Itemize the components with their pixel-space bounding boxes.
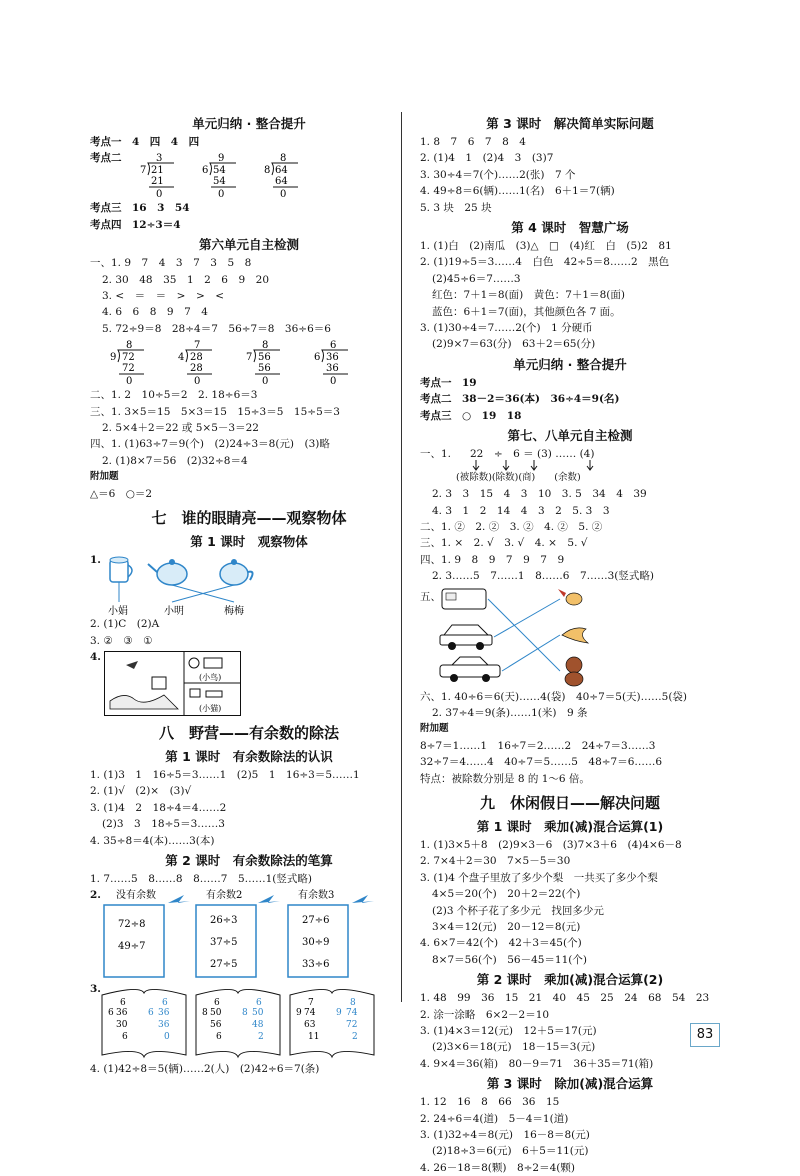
answer-line: 考点三 16 3 54 (90, 202, 190, 215)
answer-line: 特点：被除数分别是 8 的 1～6 倍。 (420, 772, 590, 785)
answer-line: 一、1. 9 7 4 3 7 3 5 8 (90, 257, 252, 270)
answer-line: 2. 3……5 7……1 8……6 7……3(竖式略) (432, 570, 654, 583)
answer-line: 1. (1)3 1 16÷5＝3……1 (2)5 1 16÷3＝5……1 (90, 768, 360, 781)
answer-line: 3. (1)4 2 18÷4＝4……2 (90, 801, 227, 814)
product: 48 (252, 1020, 264, 1031)
teapot-matching (100, 552, 300, 616)
page-number: 83 (690, 1023, 720, 1047)
vehicle-matching (438, 585, 618, 689)
group-box (104, 888, 190, 977)
remainder: 0 (280, 189, 287, 201)
house-icon (152, 677, 166, 689)
answer-line: 1. (1)白 (2)南瓜 (3)△ □ (4)红 白 (5)2 81 (420, 240, 672, 253)
divisor: 9 (110, 352, 117, 364)
long-division-set (130, 150, 370, 200)
lesson-title: 第 2 课时 有余数除法的笔算 (165, 852, 333, 868)
long-division (202, 153, 236, 200)
answer-line: 32÷7＝4……4 40÷7＝5……5 48÷7＝6……6 (420, 756, 663, 769)
dividend: 64 (275, 165, 288, 177)
swallow-icon (562, 627, 588, 642)
group-item: 27÷6 (302, 915, 330, 927)
answer-line: 考点二 38－2＝36(本) 36÷4＝9(名) (420, 393, 620, 406)
section-title: 单元归纳 · 整合提升 (192, 116, 306, 131)
arrow-down-icon (531, 460, 537, 470)
answer-line: (2)3 个杯子花了多少元 找回多少元 (432, 904, 604, 917)
teapot-icon (220, 559, 253, 585)
dividend: 50 (252, 1008, 264, 1019)
answer-line: 红色：7＋1＝8(面) 黄色：7＋1＝8(面) (432, 289, 625, 302)
unit-title: 九 休闲假日——解决问题 (479, 793, 660, 812)
answer-line: (2)18÷3＝6(元) 6＋5＝11(元) (432, 1145, 589, 1158)
quotient: 8 (350, 998, 356, 1009)
product: 72 (122, 363, 135, 375)
divisor: 4 (178, 352, 185, 364)
unit-title: 七 谁的眼睛亮——观察物体 (151, 509, 347, 528)
quotient: 6 (256, 998, 262, 1009)
teapot-icon (148, 559, 187, 585)
divisor: 9 (336, 1008, 342, 1019)
quotient: 8 (280, 153, 287, 165)
product: 63 (304, 1020, 316, 1031)
dividend: 36 (116, 1008, 128, 1019)
long-division-set (90, 337, 390, 387)
view-label: (小鸟) (199, 672, 222, 682)
remainder: 0 (126, 376, 133, 388)
bonus-label: 附加题 (90, 471, 119, 483)
column-divider (401, 112, 402, 1002)
dividend: 74 (304, 1008, 316, 1019)
long-division (264, 153, 298, 200)
product: 21 (151, 176, 164, 188)
arrow-down-icon (587, 460, 593, 470)
section-title: 第六单元自主检测 (198, 237, 299, 253)
long-division (178, 340, 212, 387)
remainder: 0 (194, 376, 201, 388)
lesson-title: 第 3 课时 除加(减)混合运算 (486, 1076, 654, 1092)
divisor: 6 (202, 165, 209, 177)
answer-line: 3. (1)30÷4＝7……2(个) 1 分硬币 (420, 322, 593, 335)
car-icon (440, 625, 492, 650)
long-division (314, 340, 348, 387)
remainder: 2 (258, 1032, 264, 1043)
answer-line: 4. 6×7＝42(个) 42＋3＝45(个) (420, 937, 582, 950)
answer-line: 8÷7＝1……1 16÷7＝2……2 24÷7＝3……3 (420, 739, 656, 752)
book (102, 990, 186, 1058)
product: 36 (326, 363, 339, 375)
answer-line: 2. 5×4＋2＝22 或 5×5－3＝22 (102, 422, 259, 435)
product: 54 (213, 176, 226, 188)
divisor: 6 (108, 1008, 114, 1019)
quotient: 6 (120, 998, 126, 1009)
divisor: 9 (296, 1008, 302, 1019)
dividend: 28 (190, 352, 203, 364)
answer-line: 三、1. × 2. √ 3. √ 4. × 5. √ (420, 537, 588, 550)
division-labels (420, 446, 720, 486)
dividend: 21 (151, 165, 164, 177)
quotient: 9 (218, 153, 225, 165)
answer-line: 2. (1)C (2)A (90, 618, 160, 631)
lesson-title: 第 3 课时 解决简单实际问题 (486, 116, 654, 131)
answer-line: 3. 30÷4＝7(个)……2(张) 7 个 (420, 168, 576, 181)
answer-line: 5. 3 块 25 块 (420, 201, 492, 214)
group-item: 33÷6 (302, 959, 330, 971)
car-icon (440, 657, 500, 682)
answer-line: 1. 48 99 36 15 21 40 45 25 24 68 54 23 (420, 992, 710, 1005)
answer-line: 六、1. 40÷6＝6(天)……4(袋) 40÷7＝5(天)……5(袋) (420, 690, 688, 703)
bonus-label: 附加题 (420, 723, 449, 735)
equation-labels: (被除数)(除数)(商) (余数) (456, 472, 581, 484)
divisor: 8 (242, 1008, 248, 1019)
question-number: 4. (90, 650, 101, 663)
question-number: 3. (90, 983, 101, 996)
lesson-title: 第 2 课时 乘加(减)混合运算(2) (476, 972, 664, 988)
dividend: 72 (122, 352, 135, 364)
book (196, 990, 280, 1058)
answer-line: 2. (1)√ (2)× (3)√ (90, 785, 192, 798)
group-item: 26÷3 (210, 915, 238, 927)
dividend: 74 (346, 1008, 358, 1019)
answer-line: (2)3×6＝18(元) 18－15＝3(元) (432, 1041, 596, 1054)
monkey-icon (565, 657, 583, 686)
quotient: 6 (214, 998, 220, 1009)
answer-line: 4×5＝20(个) 20＋2＝22(个) (432, 888, 581, 901)
answer-line: 2. 37÷4＝9(条)……1(米) 9 条 (432, 706, 588, 719)
divisor: 8 (264, 165, 271, 177)
answer-line: 考点一 4 四 4 四 (90, 136, 200, 148)
answer-line: 考点一 19 (420, 376, 477, 389)
answer-line: (2)45÷6＝7……3 (432, 272, 521, 285)
answer-line: 3. ② ③ ① (90, 634, 153, 647)
remainder: 2 (352, 1032, 358, 1043)
answer-line: 2. 24÷6＝4(道) 5－4＝1(道) (420, 1112, 569, 1125)
section-title: 单元归纳 · 整合提升 (513, 356, 627, 372)
group-title: 有余数2 (206, 890, 243, 902)
bird-icon (352, 895, 374, 903)
equation: 22 ÷ 6 ＝ (3) …… (4) (470, 448, 595, 461)
answer-line: 蓝色：6＋1＝7(面)，其他颜色各 7 面。 (432, 305, 621, 318)
lesson-title: 第 1 课时 有余数除法的认识 (165, 748, 333, 764)
group-item: 30÷9 (302, 937, 330, 949)
answer-line: 2. 涂一涂略 6×2－2＝10 (420, 1008, 550, 1021)
bird-icon (558, 589, 582, 605)
answer-line: 4. 9×4＝36(箱) 80－9＝71 36＋35＝71(箱) (420, 1057, 654, 1070)
answer-line: 1. (1)3×5＋8 (2)9×3－6 (3)7×3＋6 (4)4×6－8 (420, 838, 682, 851)
quotient: 8 (126, 340, 133, 352)
arrow-down-icon (473, 460, 479, 470)
group-item: 72÷8 (118, 919, 146, 931)
answer-line: 2. (1)8×7＝56 (2)32÷8＝4 (102, 454, 248, 467)
answer-line: 二、1. 2 10÷5＝2 2. 18÷6＝3 (90, 389, 258, 402)
answer-line: 4. 26－18＝8(颗) 8÷2＝4(颗) (420, 1161, 575, 1174)
observe-figure: 1. 小娟 小明 梅梅 (90, 552, 408, 616)
answer-line: 4. 6 6 8 9 7 4 (102, 306, 208, 319)
book (290, 990, 374, 1058)
answer-line: 5. 72÷9＝8 28÷4＝7 56÷7＝8 36÷6＝6 (102, 322, 331, 335)
view-label: (小猫) (199, 703, 222, 713)
remainder: 0 (218, 189, 225, 201)
lesson-title: 第 1 课时 观察物体 (190, 534, 308, 550)
quotient: 3 (156, 153, 163, 165)
product: 30 (116, 1020, 128, 1031)
quotient: 7 (194, 340, 201, 352)
answer-line: 2. 30 48 35 1 2 6 9 20 (102, 273, 270, 286)
answer-line: 2. 3 3 15 4 3 10 3. 5 34 4 39 (432, 488, 647, 501)
answer-line: 考点三 ○ 19 18 (420, 409, 522, 422)
label: 考点二 (90, 152, 122, 165)
lesson-title: 第 1 课时 乘加(减)混合运算(1) (476, 818, 664, 834)
answer-line: 三、1. 3×5＝15 5×3＝15 15÷3＝5 15÷5＝3 (90, 405, 340, 418)
answer-line: 2. 7×4＋2＝30 7×5－5＝30 (420, 855, 571, 868)
answer-line: 1. 12 16 8 66 36 15 (420, 1096, 560, 1109)
answer-line: 2. (1)4 1 (2)4 3 (3)7 (420, 152, 554, 165)
long-division (110, 340, 144, 387)
dividend: 36 (158, 1008, 170, 1019)
remainder: 11 (308, 1032, 320, 1043)
product: 56 (258, 363, 271, 375)
question-number: 五、 (420, 590, 441, 603)
answer-line: 二、1. ② 2. ② 3. ② 4. ② 5. ② (420, 520, 603, 533)
remainder: 0 (262, 376, 269, 388)
answer-line: 1. 8 7 6 7 8 4 (420, 136, 526, 148)
cup-icon (110, 557, 132, 582)
remainder: 6 (216, 1032, 222, 1043)
question-number: 2. (90, 889, 101, 902)
groups-svg (102, 887, 392, 981)
answer-line: 4. (1)42÷8＝5(辆)……2(人) (2)42÷6＝7(条) (90, 1063, 320, 1076)
lesson-title: 第 4 课时 智慧广场 (511, 220, 629, 236)
answer-line: 3. (1)32÷4＝8(元) 16－8＝8(元) (420, 1129, 590, 1142)
answer-line: 3. < ＝ ＝ > > < (102, 290, 225, 303)
quotient: 8 (262, 340, 269, 352)
answer-line: 四、1. 9 8 9 7 9 7 9 (420, 553, 565, 566)
answer-line: 2. (1)19÷5＝3……4 白色 42÷5＝8……2 黑色 (420, 256, 670, 269)
answer-line: 1. 7……5 8……8 8……7 5……1(竖式略) (90, 872, 312, 885)
bird-icon (168, 895, 190, 903)
remainder-groups (90, 887, 408, 981)
bus-icon (442, 589, 486, 609)
bird-icon (258, 895, 280, 903)
product: 72 (346, 1020, 358, 1031)
name-label: 小娟 (108, 606, 128, 617)
divisor: 8 (202, 1008, 208, 1019)
name-label: 梅梅 (224, 606, 244, 617)
unit-title: 八 野营——有余数的除法 (158, 723, 339, 742)
answer-line: 3×4＝12(元) 20－12＝8(元) (432, 921, 581, 933)
quotient: 7 (308, 998, 314, 1009)
product: 64 (275, 176, 288, 188)
quotient: 6 (330, 340, 337, 352)
divisor: 6 (148, 1008, 154, 1019)
scene-box (104, 651, 244, 717)
dividend: 56 (258, 352, 271, 364)
divisor: 7 (246, 352, 253, 364)
matching-figure (420, 585, 720, 689)
product: 36 (158, 1020, 170, 1031)
books-svg (100, 981, 390, 1061)
name-label: 小明 (164, 606, 184, 617)
product: 56 (210, 1020, 222, 1031)
answer-line: 4. 3 1 2 14 4 3 2 5. 3 3 (432, 504, 610, 517)
remainder: 0 (330, 376, 337, 388)
group-title: 有余数3 (298, 890, 335, 902)
answer-line: △＝6 ○＝2 (90, 487, 153, 500)
view-figure (90, 649, 408, 717)
group-title: 没有余数 (116, 890, 156, 902)
group-box (288, 888, 374, 977)
answer-line: 4. 35÷8＝4(本)……3(本) (90, 834, 215, 847)
dividend: 54 (213, 165, 226, 177)
answer-line: 3. (1)4×3＝12(元) 12＋5＝17(元) (420, 1025, 597, 1038)
left-column (90, 112, 408, 1078)
question-number: 一、1. (420, 448, 452, 461)
divisor: 7 (140, 165, 147, 177)
answer-line: 四、1. (1)63÷7＝9(个) (2)24÷3＝8(元) (3)略 (90, 438, 330, 451)
answer-line: 4. 49÷8＝6(辆)……1(名) 6＋1＝7(辆) (420, 185, 615, 198)
answer-line: 8×7＝56(个) 56－45＝11(个) (432, 953, 587, 966)
group-item: 27÷5 (210, 959, 238, 971)
answer-line: (2)3 3 18÷5＝3……3 (102, 818, 225, 831)
arrow-down-icon (503, 460, 509, 470)
book-divisions (90, 981, 408, 1061)
long-division (246, 340, 280, 387)
group-item: 49÷7 (118, 941, 146, 953)
dividend: 36 (326, 352, 339, 364)
quotient: 6 (162, 998, 168, 1009)
group-item: 37÷5 (210, 937, 238, 949)
group-box (196, 888, 280, 977)
dividend: 50 (210, 1008, 222, 1019)
remainder: 0 (164, 1032, 170, 1043)
divisor: 6 (314, 352, 321, 364)
answer-line: (2)9×7＝63(分) 63＋2＝65(分) (432, 338, 596, 351)
answer-line: 考点四 12÷3＝4 (90, 218, 181, 231)
remainder: 6 (122, 1032, 128, 1043)
answer-line: 3. (1)4 个盘子里放了多少个梨 一共买了多少个梨 (420, 871, 658, 884)
division-row (90, 150, 408, 200)
remainder: 0 (156, 189, 163, 201)
right-column (420, 112, 720, 1176)
section-title: 第七、八单元自主检测 (507, 428, 633, 444)
product: 28 (190, 363, 203, 375)
long-division (140, 153, 174, 200)
